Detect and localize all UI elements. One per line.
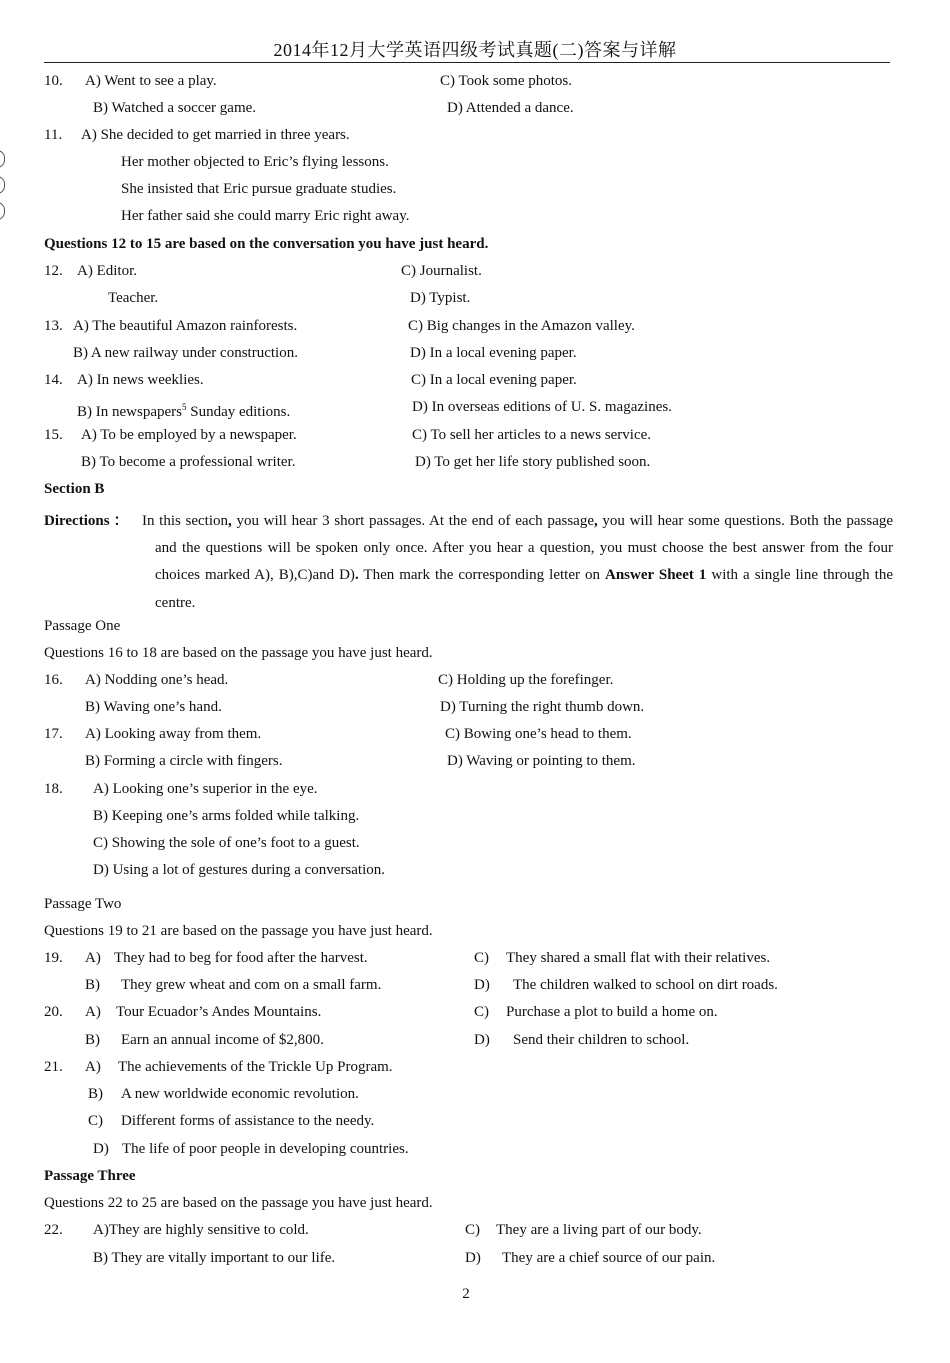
option-a: They had to beg for food after the harvest. [114,950,368,966]
option-b-text-end: Sunday editions. [186,404,291,420]
option-c: Purchase a plot to build a home on. [506,1004,718,1020]
option-b: B) A new railway under construction. [73,345,298,361]
option-d: They are a chief source of our pain. [502,1250,716,1266]
passage-intro: Questions 22 to 25 are based on the passage you have just heard. [44,1195,433,1211]
option-d: D) Typist. [410,290,471,306]
conversation-heading: Questions 12 to 15 are based on the conversation you have just heard. [44,236,489,252]
option-d-letter: D) [474,977,490,993]
option-b: A new worldwide economic revolution. [121,1086,359,1102]
option-d: The life of poor people in developing countries. [122,1141,409,1157]
option-a-letter: A) [85,1059,101,1075]
question-number: 22. [44,1222,63,1238]
option-d: D) Turning the right thumb down. [440,699,645,715]
option-a-letter: A) [85,1004,101,1020]
option-a: A) Looking one’s superior in the eye. [93,781,318,797]
option-c-letter: C) [465,1222,480,1238]
question-number: 16. [44,672,63,688]
option-c: C) Big changes in the Amazon valley. [408,318,635,334]
option-c: C) Holding up the forefinger. [438,672,614,688]
option-c: C) Showing the sole of one’s foot to a guest. [93,835,360,851]
page-title: 2014年12月大学英语四级考试真题(二)答案与详解 [273,40,677,60]
option-d-letter: D) [93,1141,109,1157]
question-number: 15. [44,427,63,443]
question-number: 10. [44,73,63,89]
option-d-letter: D) [465,1250,481,1266]
question-number: 11. [44,127,63,143]
option-b [77,398,290,421]
option-a: A) She decided to get married in three years. [81,127,350,143]
option-b-letter: B) [85,1032,100,1048]
option-b: Her mother objected to Eric’s flying lessons. [121,154,389,170]
option-b: B) Watched a soccer game. [93,100,257,116]
option-a: A) To be employed by a newspaper. [81,427,297,443]
option-c: C) Journalist. [401,263,482,279]
option-d: D) In a local evening paper. [410,345,577,361]
question-number: 20. [44,1004,63,1020]
option-d: Send their children to school. [513,1032,690,1048]
passage-intro: Questions 19 to 21 are based on the passage you have just heard. [44,923,433,939]
option-c: C) Bowing one’s head to them. [445,726,632,742]
option-b: B) To become a professional writer. [81,454,296,470]
option-c-letter: C) [474,1004,489,1020]
option-d: Her father said she could marry Eric right away. [121,208,410,224]
option-c: C) Took some photos. [440,73,573,89]
question-number: 19. [44,950,63,966]
directions-text: In this section, you will hear 3 short passages. At the end of each passage, you will hear some questions. Both the passage and the questions will be spoken only once. After you hear a question, you must choose the best answer from the four choices marked A), B),C)and D). Then mark the corresponding letter on Answer Sheet 1 with a single line through the centre. [142,513,894,611]
option-d: D) To get her life story published soon. [415,454,651,470]
option-d-letter: D) [474,1032,490,1048]
option-b-text: B) In newspapers [77,404,182,420]
option-d: D) Attended a dance. [447,100,574,116]
option-d: D) In overseas editions of U. S. magazines. [412,399,672,415]
superscript: 5 [181,402,187,412]
margin-mark [0,150,5,168]
question-number: 21. [44,1059,63,1075]
option-d: D) Using a lot of gestures during a conversation. [93,862,386,878]
option-a: A) Went to see a play. [85,73,217,89]
option-b: B) Waving one’s hand. [85,699,222,715]
option-b-letter: B) [85,977,100,993]
option-b: B) They are vitally important to our life. [93,1250,336,1266]
margin-mark [0,202,5,220]
option-b: Teacher. [108,290,159,306]
header-divider [44,62,890,63]
option-c: Different forms of assistance to the needy. [121,1113,375,1129]
option-c: She insisted that Eric pursue graduate studies. [121,181,397,197]
option-d: D) Waving or pointing to them. [447,753,636,769]
option-c: They shared a small flat with their relatives. [506,950,771,966]
option-c: C) To sell her articles to a news service. [412,427,652,443]
option-b: B) Forming a circle with fingers. [85,753,283,769]
option-a-letter: A) [85,950,101,966]
option-c-letter: C) [88,1113,103,1129]
question-number: 13. [44,318,63,334]
option-c-letter: C) [474,950,489,966]
option-c: They are a living part of our body. [496,1222,702,1238]
question-number: 17. [44,726,63,742]
question-number: 18. [44,781,63,797]
page-number: 2 [462,1286,470,1302]
option-a: Tour Ecuador’s Andes Mountains. [116,1004,322,1020]
question-number: 14. [44,372,63,388]
option-b: B) Keeping one’s arms folded while talking. [93,808,360,824]
option-a: A) Nodding one’s head. [85,672,229,688]
option-a: A) Editor. [77,263,137,279]
directions-label: Directions ： [44,513,129,529]
option-a: A) Looking away from them. [85,726,262,742]
option-a: A)They are highly sensitive to cold. [93,1222,309,1238]
margin-mark [0,176,5,194]
passage-title: Passage Two [44,896,122,912]
option-d: The children walked to school on dirt roads. [513,977,778,993]
option-b: Earn an annual income of $2,800. [121,1032,324,1048]
option-c: C) In a local evening paper. [411,372,577,388]
option-a: A) The beautiful Amazon rainforests. [73,318,298,334]
option-a: A) In news weeklies. [77,372,204,388]
option-a: The achievements of the Trickle Up Program. [118,1059,393,1075]
passage-intro: Questions 16 to 18 are based on the passage you have just heard. [44,645,433,661]
option-b-letter: B) [88,1086,103,1102]
section-heading: Section B [44,481,105,497]
passage-title: Passage Three [44,1168,136,1184]
option-b: They grew wheat and com on a small farm. [121,977,382,993]
question-number: 12. [44,263,63,279]
passage-title: Passage One [44,618,121,634]
